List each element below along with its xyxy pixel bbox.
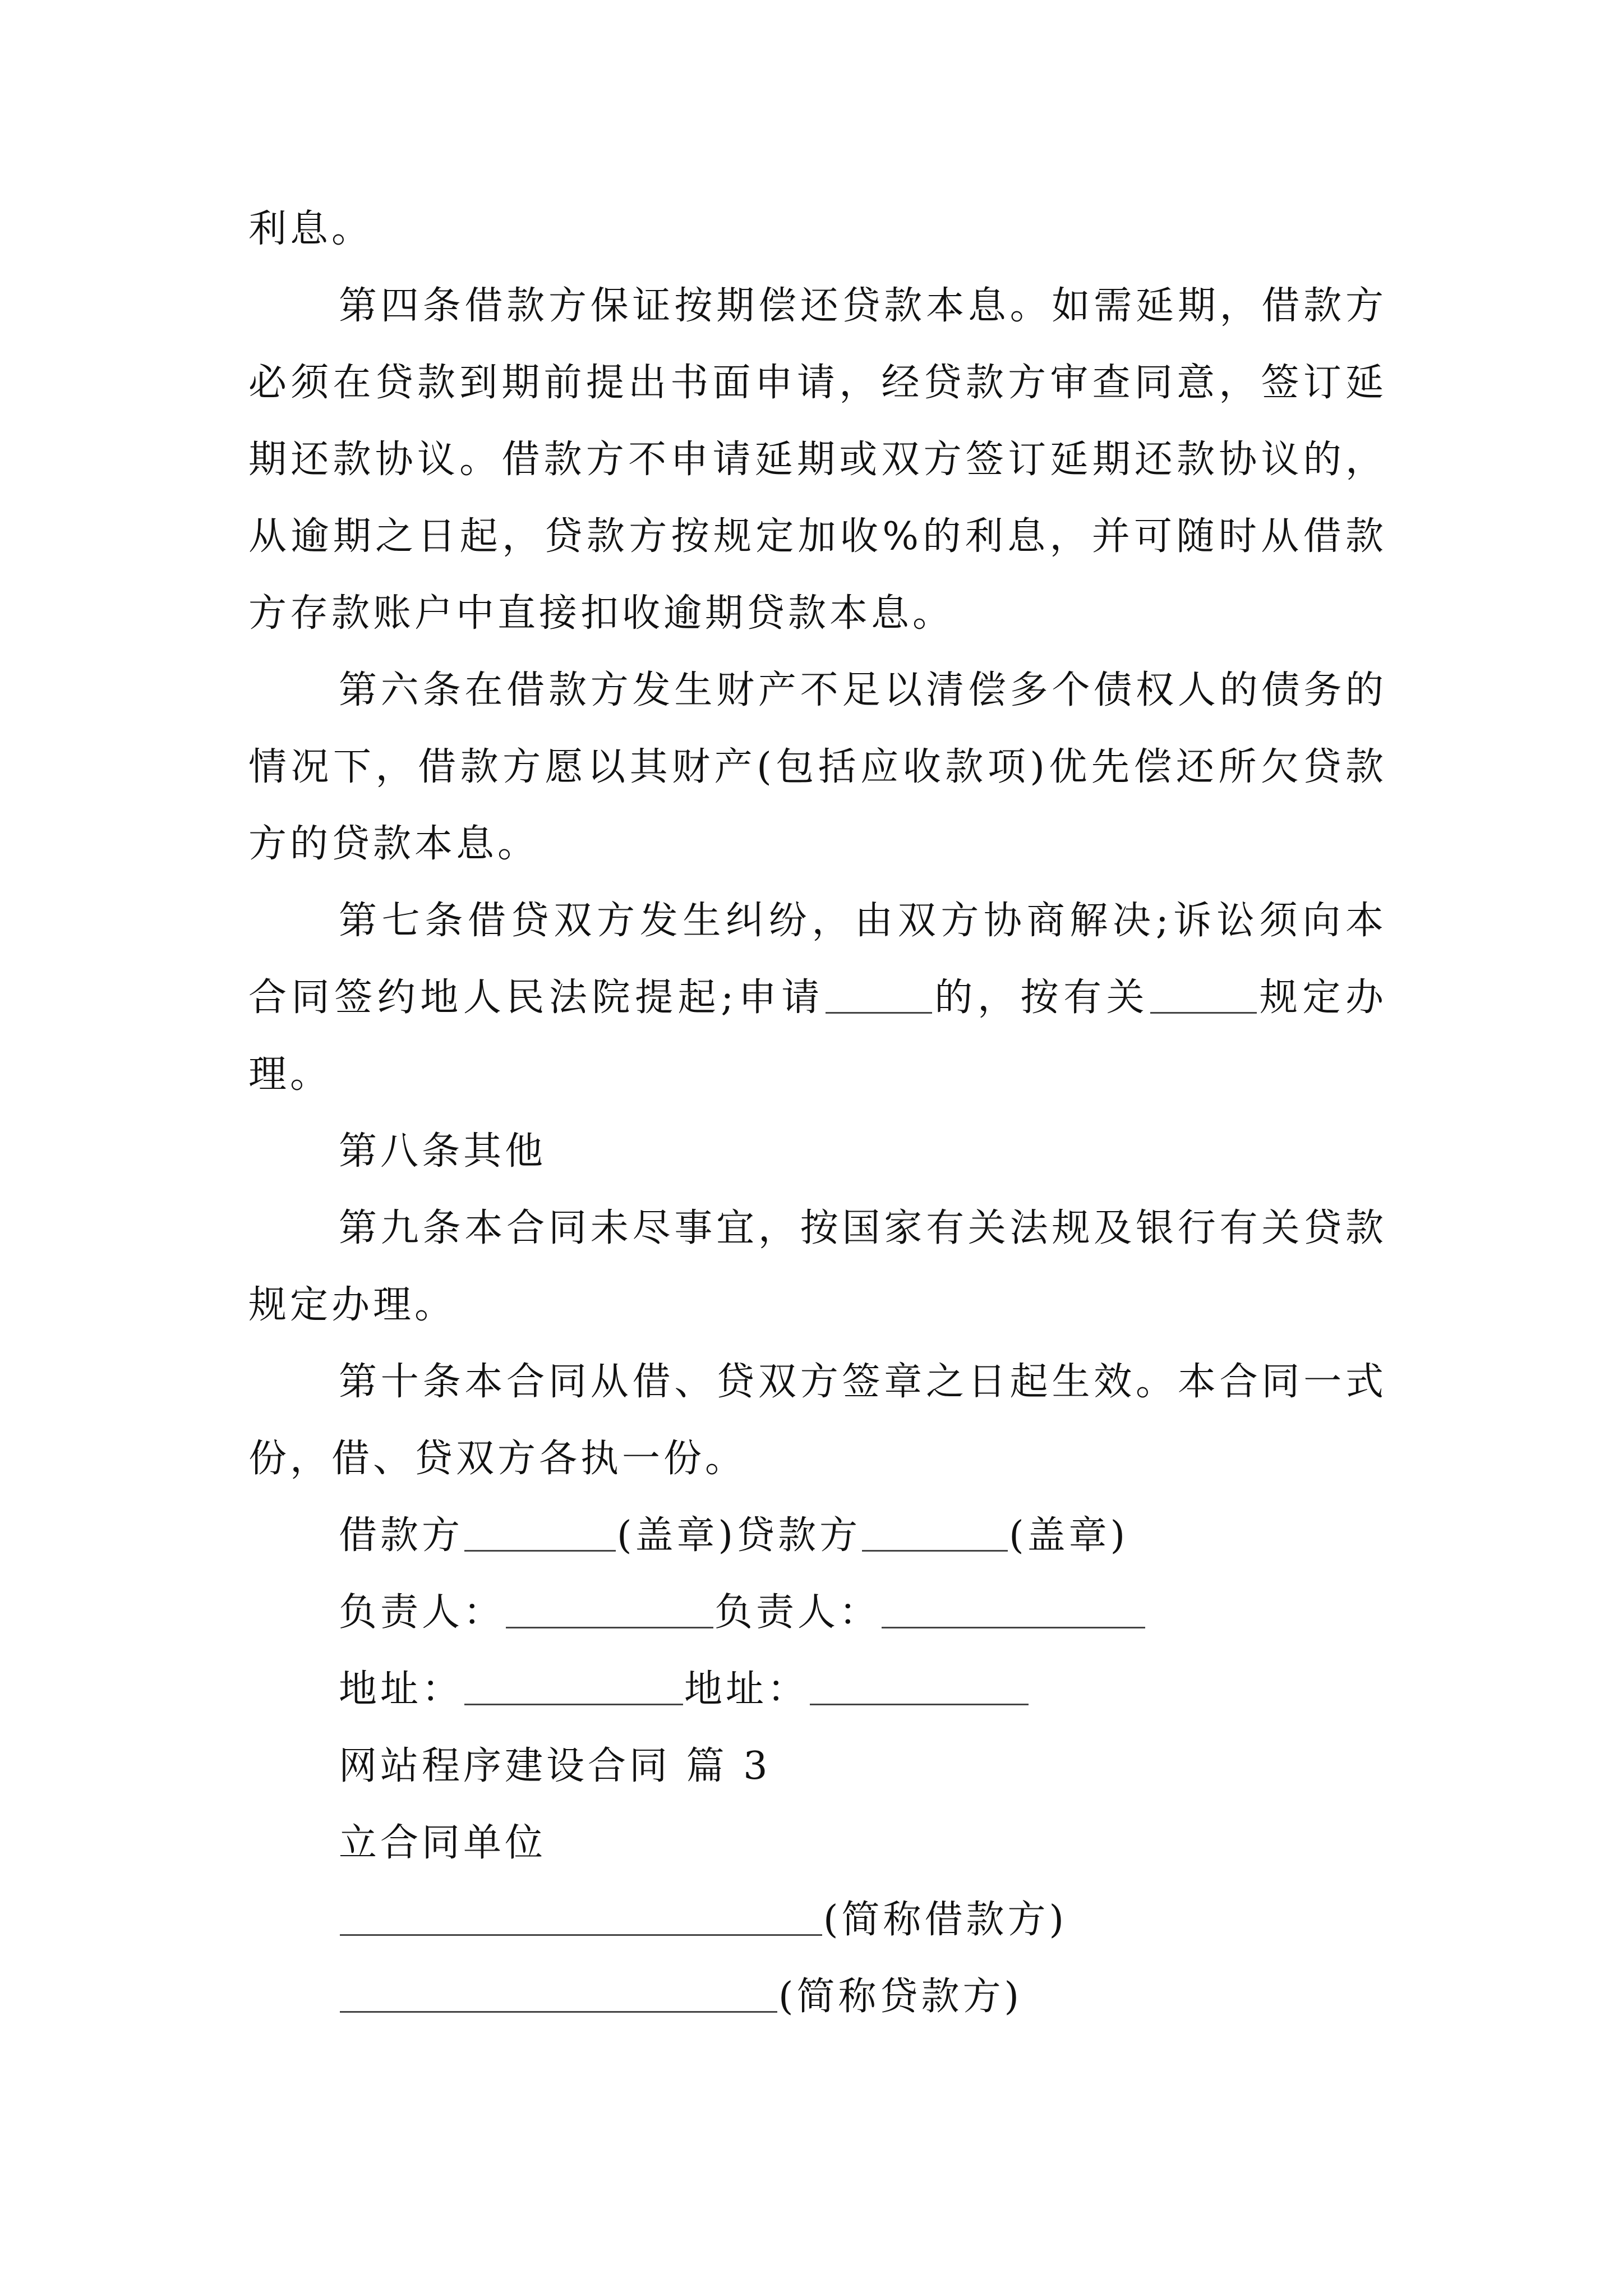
responsible-person-line [339, 1574, 1387, 1651]
lender-label: 贷款方 [736, 1513, 861, 1558]
blank-field-responsible-1[interactable] [506, 1588, 713, 1628]
blank-field-responsible-2[interactable] [882, 1588, 1145, 1628]
lender-short-label: (简称贷款方) [778, 1975, 1023, 2019]
paragraph-interest-end: 利息。 [248, 207, 374, 251]
paragraph-article-4: 第四条借款方保证按期偿还贷款本息。如需延期，借款方必须在贷款到期前提出书面申请，经贷款方审查同意，签订延期还款协议。借款方不申请延期或双方签订延期还款协议的，从逾期之日起，贷款方按规定加收%的利息，并可随时从借款方存款账户中直接扣收逾期贷款本息。 [248, 284, 1387, 636]
paragraph-article-7 [248, 882, 1387, 1113]
borrower-label: 借款方 [339, 1513, 464, 1558]
borrower-short-label: (简称借款方) [823, 1898, 1068, 1942]
seal-label-2: (盖章) [1009, 1513, 1129, 1558]
paragraph-article-10: 第十条本合同从借、贷双方签章之日起生效。本合同一式份，借、贷双方各执一份。 [248, 1360, 1387, 1481]
article-7-part-3: 规定办理。 [248, 976, 1387, 1097]
paragraph-article-9: 第九条本合同未尽事宜，按国家有关法规及银行有关贷款规定办理。 [248, 1206, 1387, 1327]
blank-field-address-1[interactable] [464, 1664, 683, 1705]
document-body [248, 191, 1387, 2035]
blank-field-lender-name[interactable] [340, 1972, 777, 2013]
blank-field-borrower[interactable] [464, 1511, 616, 1552]
lender-short-line [339, 1958, 1387, 2035]
signature-seal-line [339, 1497, 1387, 1574]
blank-field-borrower-name[interactable] [340, 1895, 822, 1936]
section-title: 网站程序建设合同 篇 3 [339, 1744, 771, 1788]
blank-field-arbitration[interactable] [826, 973, 932, 1014]
blank-field-address-2[interactable] [810, 1664, 1029, 1705]
address-label-2: 地址： [684, 1667, 809, 1711]
parties-label: 立合同单位 [339, 1821, 547, 1865]
article-7-part-2: 的，按有关 [933, 976, 1150, 1020]
responsible-label-1: 负责人： [339, 1590, 505, 1635]
article-7-part-1: 第七条借贷双方发生纠纷，由双方协商解决;诉讼须向本合同签约地人民法院提起;申请 [248, 899, 1387, 1020]
responsible-label-2: 负责人： [714, 1590, 881, 1635]
borrower-short-line [339, 1881, 1387, 1958]
address-label-1: 地址： [339, 1667, 464, 1711]
blank-field-lender[interactable] [862, 1511, 1008, 1552]
address-line [339, 1651, 1387, 1728]
paragraph-article-8: 第八条其他 [339, 1129, 547, 1174]
blank-field-regulation[interactable] [1150, 973, 1257, 1014]
paragraph-article-6: 第六条在借款方发生财产不足以清偿多个债权人的债务的情况下，借款方愿以其财产(包括应收款项)优先偿还所欠贷款方的贷款本息。 [248, 668, 1387, 866]
seal-label-1: (盖章) [617, 1513, 737, 1558]
